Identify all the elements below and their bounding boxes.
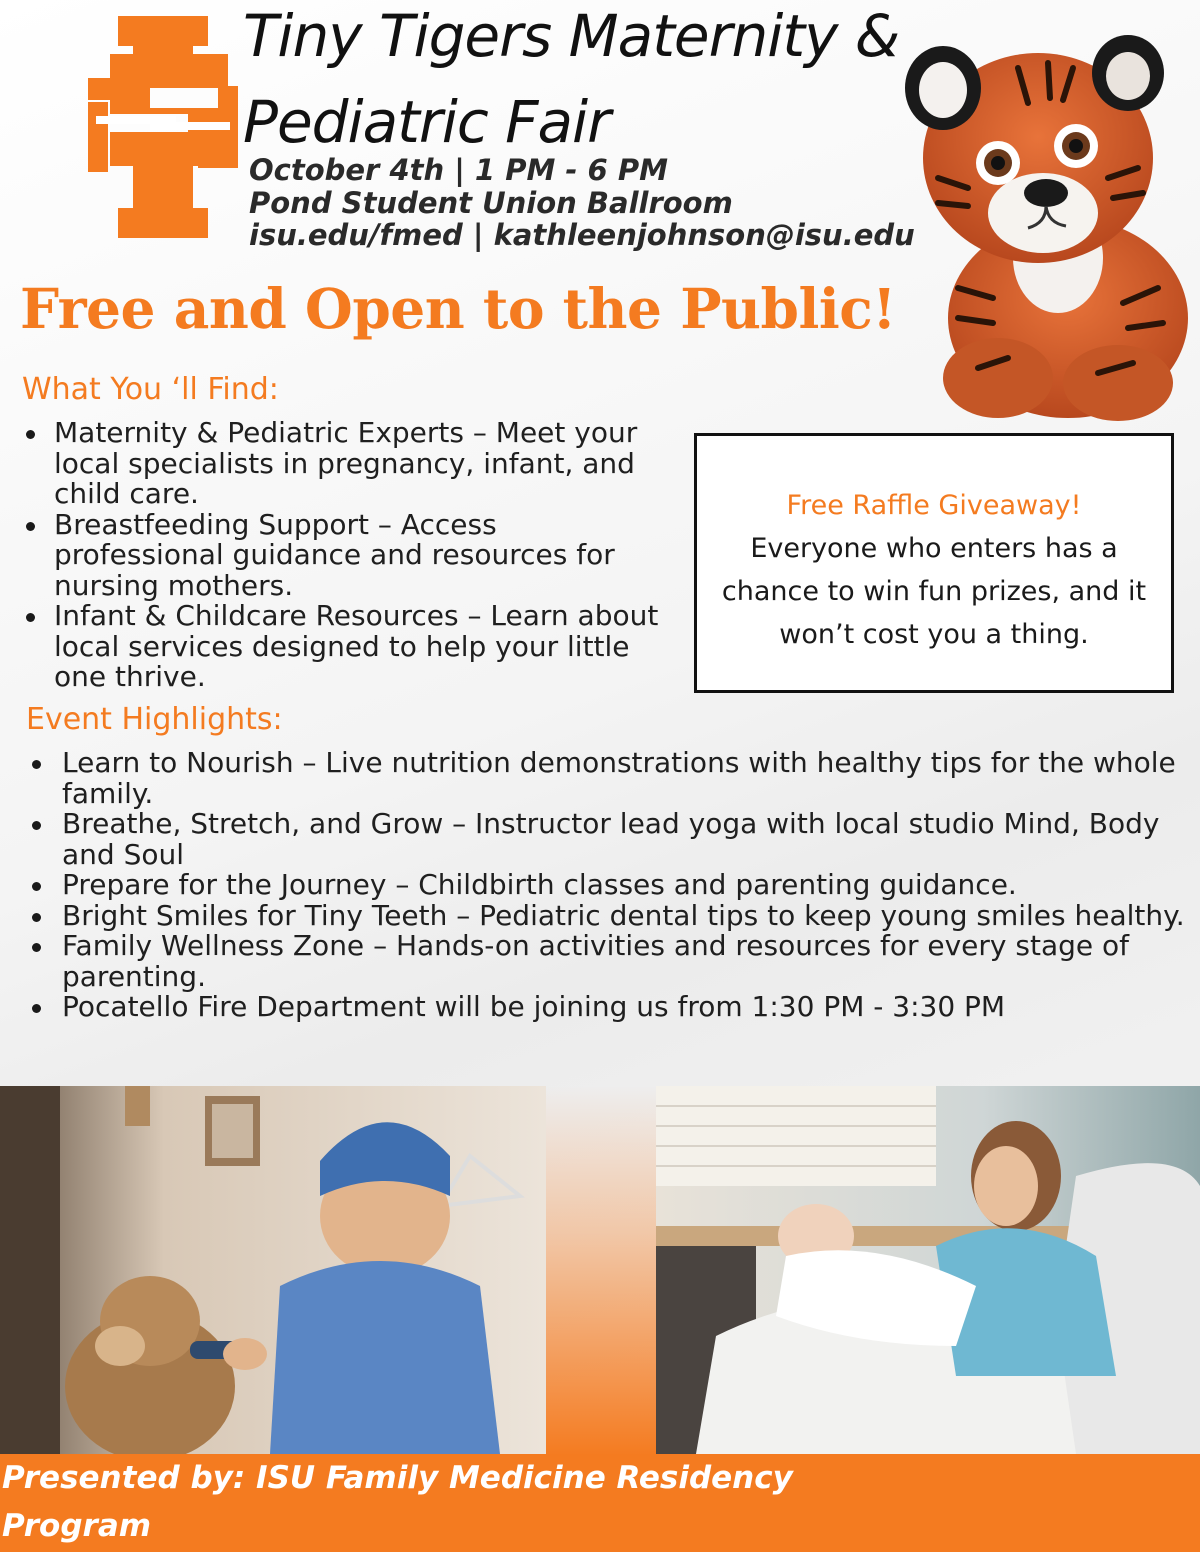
list-item: Breathe, Stretch, and Grow – Instructor lead yoga with local studio Mind, Body and Soul bbox=[28, 809, 1198, 870]
list-item: Prepare for the Journey – Childbirth classes and parenting guidance. bbox=[28, 870, 1198, 901]
orange-gradient-band bbox=[546, 1086, 656, 1456]
title-line-2: Pediatric Fair bbox=[243, 88, 611, 156]
list-item: Infant & Childcare Resources – Learn about local services designed to help your little one thrive. bbox=[22, 601, 672, 693]
highlights-heading: Event Highlights: bbox=[26, 702, 283, 737]
raffle-text: Everyone who enters has a chance to win fun prizes, and it won’t cost you a thing. bbox=[721, 533, 1147, 650]
find-list bbox=[22, 418, 672, 693]
event-location: Pond Student Union Ballroom bbox=[249, 186, 733, 220]
raffle-box bbox=[694, 433, 1174, 693]
raffle-title: Free Raffle Giveaway! bbox=[786, 490, 1082, 521]
presented-by-line-1: Presented by: ISU Family Medicine Residency bbox=[2, 1460, 793, 1496]
child-doctor-photo bbox=[0, 1086, 546, 1454]
free-public-headline: Free and Open to the Public! bbox=[20, 276, 896, 341]
highlights-list bbox=[28, 748, 1198, 1023]
plush-tiger-image bbox=[898, 28, 1200, 424]
find-heading: What You ‘ll Find: bbox=[22, 372, 279, 407]
isu-logo bbox=[88, 16, 238, 238]
list-item: Maternity & Pediatric Experts – Meet your local specialists in pregnancy, infant, and child care. bbox=[22, 418, 672, 510]
list-item: Learn to Nourish – Live nutrition demonstrations with healthy tips for the whole family. bbox=[28, 748, 1198, 809]
list-item: Family Wellness Zone – Hands-on activities and resources for every stage of parenting. bbox=[28, 931, 1198, 992]
presented-by-line-2: Program bbox=[2, 1508, 152, 1544]
event-contact: isu.edu/fmed | kathleenjohnson@isu.edu bbox=[249, 218, 915, 252]
mother-newborn-photo bbox=[656, 1086, 1200, 1454]
event-date-time: October 4th | 1 PM - 6 PM bbox=[249, 153, 668, 187]
list-item: Bright Smiles for Tiny Teeth – Pediatric dental tips to keep young smiles healthy. bbox=[28, 901, 1198, 932]
title-line-1: Tiny Tigers Maternity & bbox=[243, 2, 900, 70]
list-item: Breastfeeding Support – Access professional guidance and resources for nursing mothers. bbox=[22, 510, 672, 602]
list-item: Pocatello Fire Department will be joining us from 1:30 PM - 3:30 PM bbox=[28, 992, 1198, 1023]
